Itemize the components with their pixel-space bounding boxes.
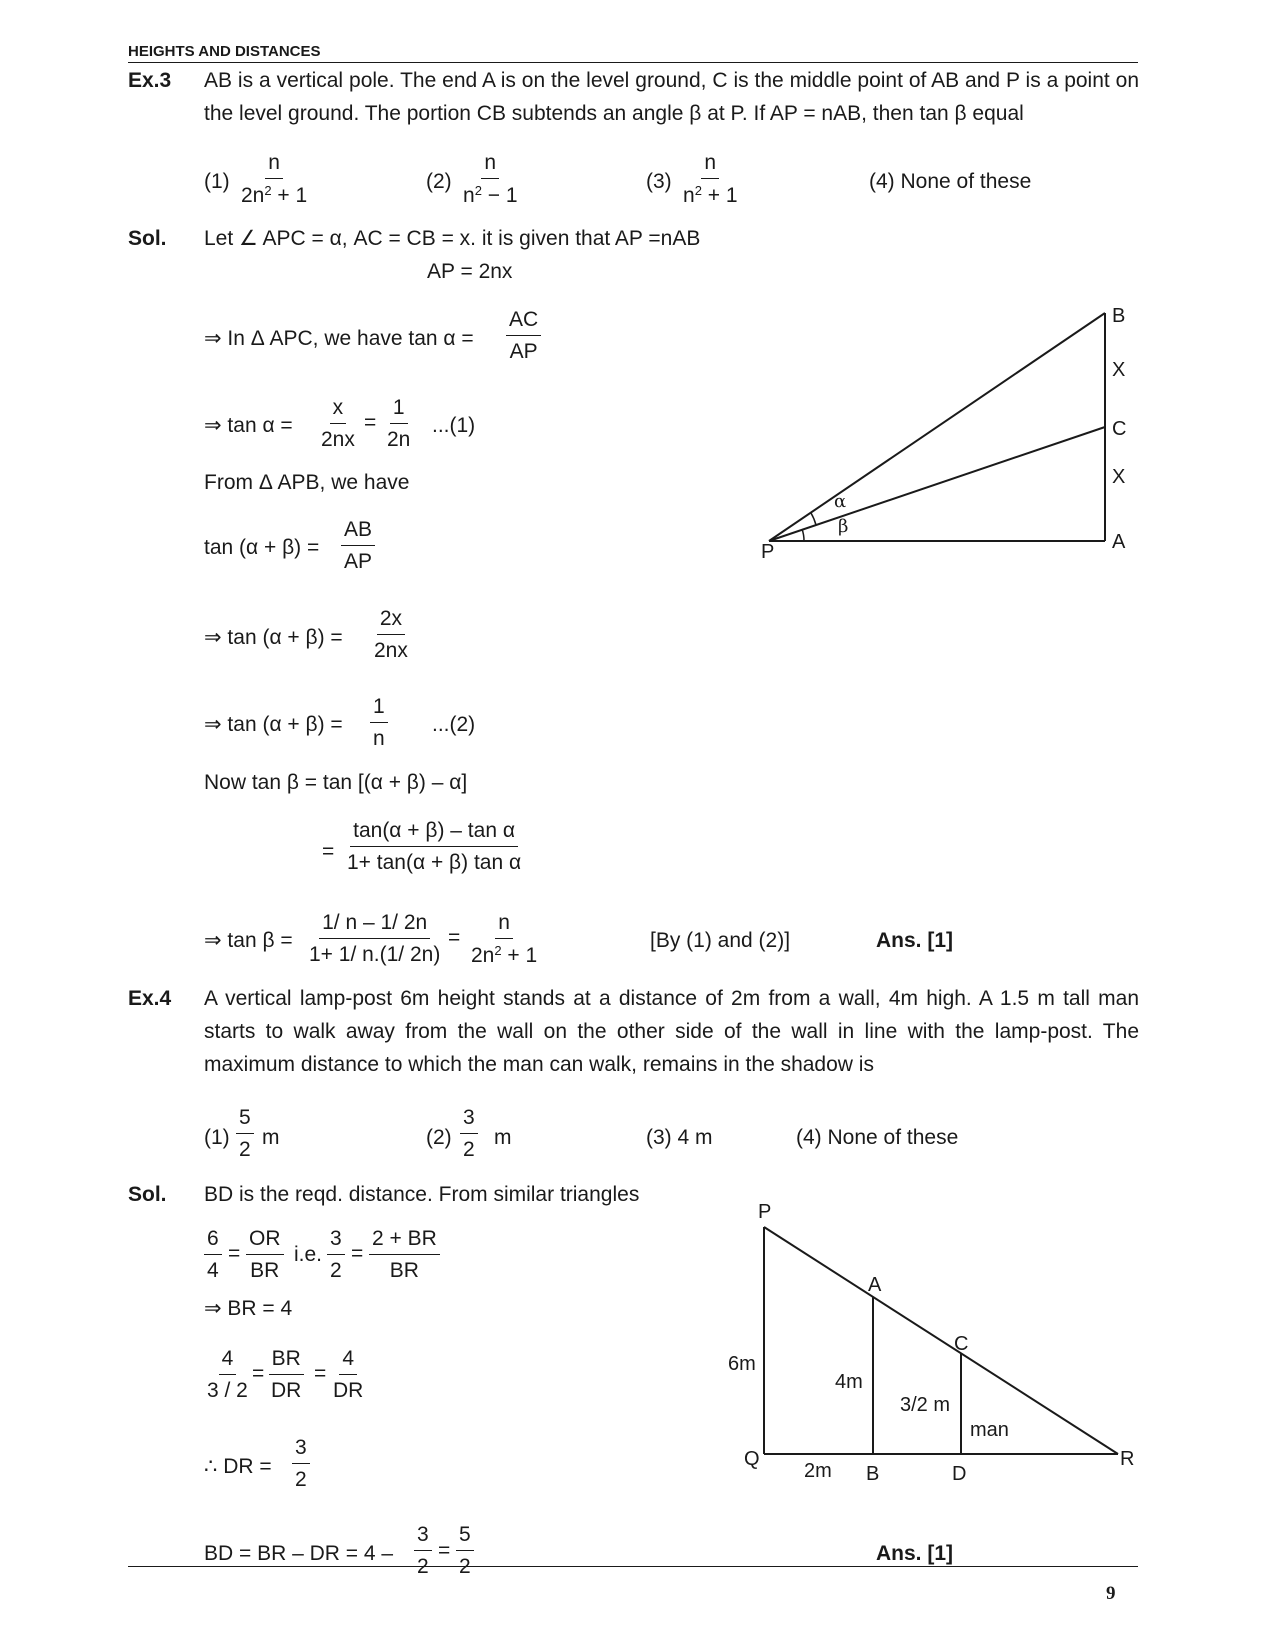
line-pc xyxy=(769,427,1105,541)
fraction-denominator: 3 / 2 xyxy=(207,1379,248,1402)
fraction-denominator: 2 xyxy=(330,1259,342,1282)
ex3-step9-fraction-2 xyxy=(468,912,540,966)
ex3-step9-equals: = xyxy=(448,926,461,949)
fraction-numerator: 5 xyxy=(456,1524,474,1551)
fraction-numerator: 1 xyxy=(390,397,408,424)
fraction-denominator: 2 xyxy=(239,1138,251,1161)
fraction-denominator: $2n^2 + 1$ xyxy=(241,183,308,207)
ex4-e4-text: ∴ DR = xyxy=(204,1455,272,1478)
fraction-numerator: 2x xyxy=(377,608,405,635)
ex3-step9-fraction-1 xyxy=(306,912,443,965)
ex4-option-2-unit: m xyxy=(494,1126,512,1149)
fraction-denominator: $n^2 - 1$ xyxy=(463,183,518,207)
ex4-e5-fraction-2 xyxy=(456,1524,474,1577)
ex4-e1-equals-1: = xyxy=(228,1242,241,1265)
ex3-step2-equals: = xyxy=(364,411,377,434)
option-label: (2) xyxy=(426,170,452,193)
ex3-step3-text: From Δ APB, we have xyxy=(204,471,410,494)
option-fraction xyxy=(680,152,741,206)
fraction-numerator: 2 + BR xyxy=(369,1228,440,1255)
fraction-numerator: n xyxy=(265,152,283,179)
fraction-numerator: 3 xyxy=(292,1437,310,1464)
fraction-denominator: 2nx xyxy=(321,428,355,451)
ex4-e2: ⇒ BR = 4 xyxy=(204,1297,293,1320)
fraction-denominator: DR xyxy=(333,1379,364,1402)
ex3-step7-text: Now tan β = tan [(α + β) – α] xyxy=(204,771,468,794)
beta-arc xyxy=(802,529,804,541)
fraction-denominator: 4 xyxy=(207,1259,219,1282)
ex3-step5-fraction xyxy=(371,608,411,661)
point-p-label: P xyxy=(758,1201,772,1223)
ex3-step6-ref: ...(2) xyxy=(432,713,476,736)
fraction-numerator: 1/ n – 1/ 2n xyxy=(319,912,430,939)
fraction-numerator: AC xyxy=(506,309,541,336)
fraction-numerator: tan(α + β) – tan α xyxy=(350,820,518,847)
fraction-denominator: BR xyxy=(250,1259,280,1282)
distance-2m-label: 2m xyxy=(804,1460,832,1482)
fraction-numerator: 6 xyxy=(204,1228,222,1255)
fraction-denominator: 2 xyxy=(459,1555,471,1578)
ex4-e3-fraction-3 xyxy=(330,1348,366,1401)
fraction-denominator: DR xyxy=(271,1379,302,1402)
option-label: (3) xyxy=(646,170,672,193)
page-header-title: HEIGHTS AND DISTANCES xyxy=(128,43,321,60)
ex4-sol-line1: BD is the reqd. distance. From similar triangles xyxy=(204,1183,640,1206)
ex4-question: A vertical lamp-post 6m height stands at a distance of 2m from a wall, 4m high. A 1.5 m tall man starts to walk away from the wall on the other side of the wall in line with the lamp-post. The maximum distance to which the man can walk, remains in the shadow is xyxy=(204,987,1139,1076)
fraction-denominator: 2 xyxy=(295,1468,307,1491)
fraction-numerator: OR xyxy=(246,1228,284,1255)
page-number: 9 xyxy=(1106,1583,1116,1604)
ex3-step2-fraction-2 xyxy=(384,397,413,450)
beta-label: β xyxy=(838,516,849,537)
option-fraction xyxy=(460,152,521,206)
ex3-step9-ref: [By (1) and (2)] xyxy=(650,929,791,952)
fraction-denominator: AP xyxy=(344,550,373,573)
ex4-e1-fraction-4 xyxy=(369,1228,440,1281)
ex3-answer: Ans. [1] xyxy=(876,929,954,952)
ex4-e1-fraction-1 xyxy=(204,1228,222,1281)
height-6m-label: 6m xyxy=(728,1353,756,1375)
ex4-option-1-unit: m xyxy=(262,1126,280,1149)
ex4-e3-fraction-2 xyxy=(268,1348,304,1401)
fraction-numerator: x xyxy=(330,397,347,424)
fraction-denominator: n xyxy=(373,727,385,750)
fraction-numerator: BR xyxy=(269,1348,304,1375)
ex4-e1-fraction-2 xyxy=(246,1228,284,1281)
point-p-label: P xyxy=(761,541,775,563)
point-a-label: A xyxy=(868,1274,882,1296)
ex3-triangle-diagram xyxy=(760,300,1140,570)
ex4-label: Ex.4 xyxy=(128,987,172,1010)
fraction-numerator: 4 xyxy=(339,1348,357,1375)
ex4-option-4: (4) None of these xyxy=(796,1126,959,1149)
fraction-numerator: n xyxy=(481,152,499,179)
segment-x-upper-label: X xyxy=(1112,359,1126,381)
point-c-label: C xyxy=(954,1333,969,1355)
fraction-denominator: $n^2 + 1$ xyxy=(683,183,738,207)
fraction-numerator: 5 xyxy=(236,1107,254,1134)
ex4-e5-text: BD = BR – DR = 4 – xyxy=(204,1542,394,1565)
fraction-numerator: n xyxy=(495,912,513,939)
ex4-e1-fraction-3 xyxy=(327,1228,345,1281)
fraction-numerator: 3 xyxy=(327,1228,345,1255)
fraction-denominator: AP xyxy=(509,340,538,363)
ex4-answer: Ans. [1] xyxy=(876,1542,954,1565)
ex4-e4-fraction xyxy=(292,1437,310,1490)
ex3-step2-text: ⇒ tan α = xyxy=(204,414,293,437)
ex4-e3-equals-1: = xyxy=(252,1362,265,1385)
ex3-step6-fraction xyxy=(370,696,388,749)
ex4-option-2-label: (2) xyxy=(426,1126,452,1149)
ex3-option-4: (4) None of these xyxy=(869,170,1032,193)
fraction-denominator: 2 xyxy=(463,1138,475,1161)
header-rule xyxy=(128,62,1138,63)
line-pb xyxy=(769,313,1105,541)
option-fraction xyxy=(238,152,310,206)
fraction-numerator: n xyxy=(701,152,719,179)
point-d-label: D xyxy=(952,1463,967,1485)
ex3-step1-text: ⇒ In Δ APC, we have tan α = xyxy=(204,327,474,350)
point-b-label: B xyxy=(1112,305,1126,327)
fraction-denominator: $2n^2 + 1$ xyxy=(471,943,538,967)
ex4-option-2-fraction xyxy=(460,1107,478,1160)
fraction-denominator: 2n xyxy=(387,428,411,451)
ex3-step5-text: ⇒ tan (α + β) = xyxy=(204,626,343,649)
point-q-label: Q xyxy=(744,1448,760,1470)
fraction-denominator: 2 xyxy=(417,1555,429,1578)
ex4-lamp-post-diagram xyxy=(720,1190,1140,1500)
ex3-step2-fraction-1 xyxy=(318,397,358,450)
ex4-e5-equals: = xyxy=(438,1539,451,1562)
height-3-2m-label: 3/2 m xyxy=(900,1394,951,1416)
fraction-denominator: 1+ tan(α + β) tan α xyxy=(347,851,522,874)
fraction-denominator: 1+ 1/ n.(1/ 2n) xyxy=(309,943,441,966)
ex3-step6-text: ⇒ tan (α + β) = xyxy=(204,713,343,736)
ex3-sol-line2: AP = 2nx xyxy=(427,260,513,283)
ex4-e1-equals-2: = xyxy=(351,1242,364,1265)
point-b-label: B xyxy=(866,1463,880,1485)
alpha-label: α xyxy=(834,491,847,512)
ex3-question: AB is a vertical pole. The end A is on the level ground, C is the middle point of AB and P is a point on the level ground. The portion CB subtends an angle β at P. If AP = nAB, then tan β equal xyxy=(204,69,1139,125)
alpha-arc xyxy=(811,513,816,525)
ex3-step8-equals: = xyxy=(322,840,335,863)
fraction-numerator: 4 xyxy=(219,1348,237,1375)
ex3-step8-fraction xyxy=(344,820,524,873)
light-ray-pr xyxy=(764,1227,1118,1454)
fraction-numerator: AB xyxy=(341,519,375,546)
point-a-label: A xyxy=(1112,531,1126,553)
fraction-denominator: 2nx xyxy=(374,639,408,662)
ex4-option-1-fraction xyxy=(236,1107,254,1160)
ex4-e1-ie: i.e. xyxy=(294,1243,323,1266)
fraction-numerator: 3 xyxy=(460,1107,478,1134)
footer-rule xyxy=(128,1566,1138,1567)
point-c-label: C xyxy=(1112,418,1127,440)
ex4-e5-fraction-1 xyxy=(414,1524,432,1577)
man-label: man xyxy=(970,1419,1009,1441)
ex3-step2-ref: ...(1) xyxy=(432,414,476,437)
ex3-sol-line1: Let ∠ APC = α, AC = CB = x. it is given that AP =nAB xyxy=(204,227,701,250)
fraction-denominator: BR xyxy=(389,1259,419,1282)
ex3-step4-fraction xyxy=(341,519,375,572)
ex4-e3-equals-2: = xyxy=(314,1362,327,1385)
ex4-sol-label: Sol. xyxy=(128,1183,167,1206)
segment-x-lower-label: X xyxy=(1112,466,1126,488)
ex3-step4-text: tan (α + β) = xyxy=(204,536,320,559)
fraction-numerator: 3 xyxy=(414,1524,432,1551)
ex4-option-3: (3) 4 m xyxy=(646,1126,713,1149)
ex3-step1-fraction xyxy=(506,309,541,362)
ex4-option-1-label: (1) xyxy=(204,1126,230,1149)
option-label: (1) xyxy=(204,170,230,193)
ex3-sol-label: Sol. xyxy=(128,227,167,250)
ex3-label: Ex.3 xyxy=(128,69,172,92)
fraction-numerator: 1 xyxy=(370,696,388,723)
ex4-e3-fraction-1 xyxy=(204,1348,251,1401)
ex3-step9-text: ⇒ tan β = xyxy=(204,929,293,952)
point-r-label: R xyxy=(1120,1448,1135,1470)
height-4m-label: 4m xyxy=(835,1371,863,1393)
